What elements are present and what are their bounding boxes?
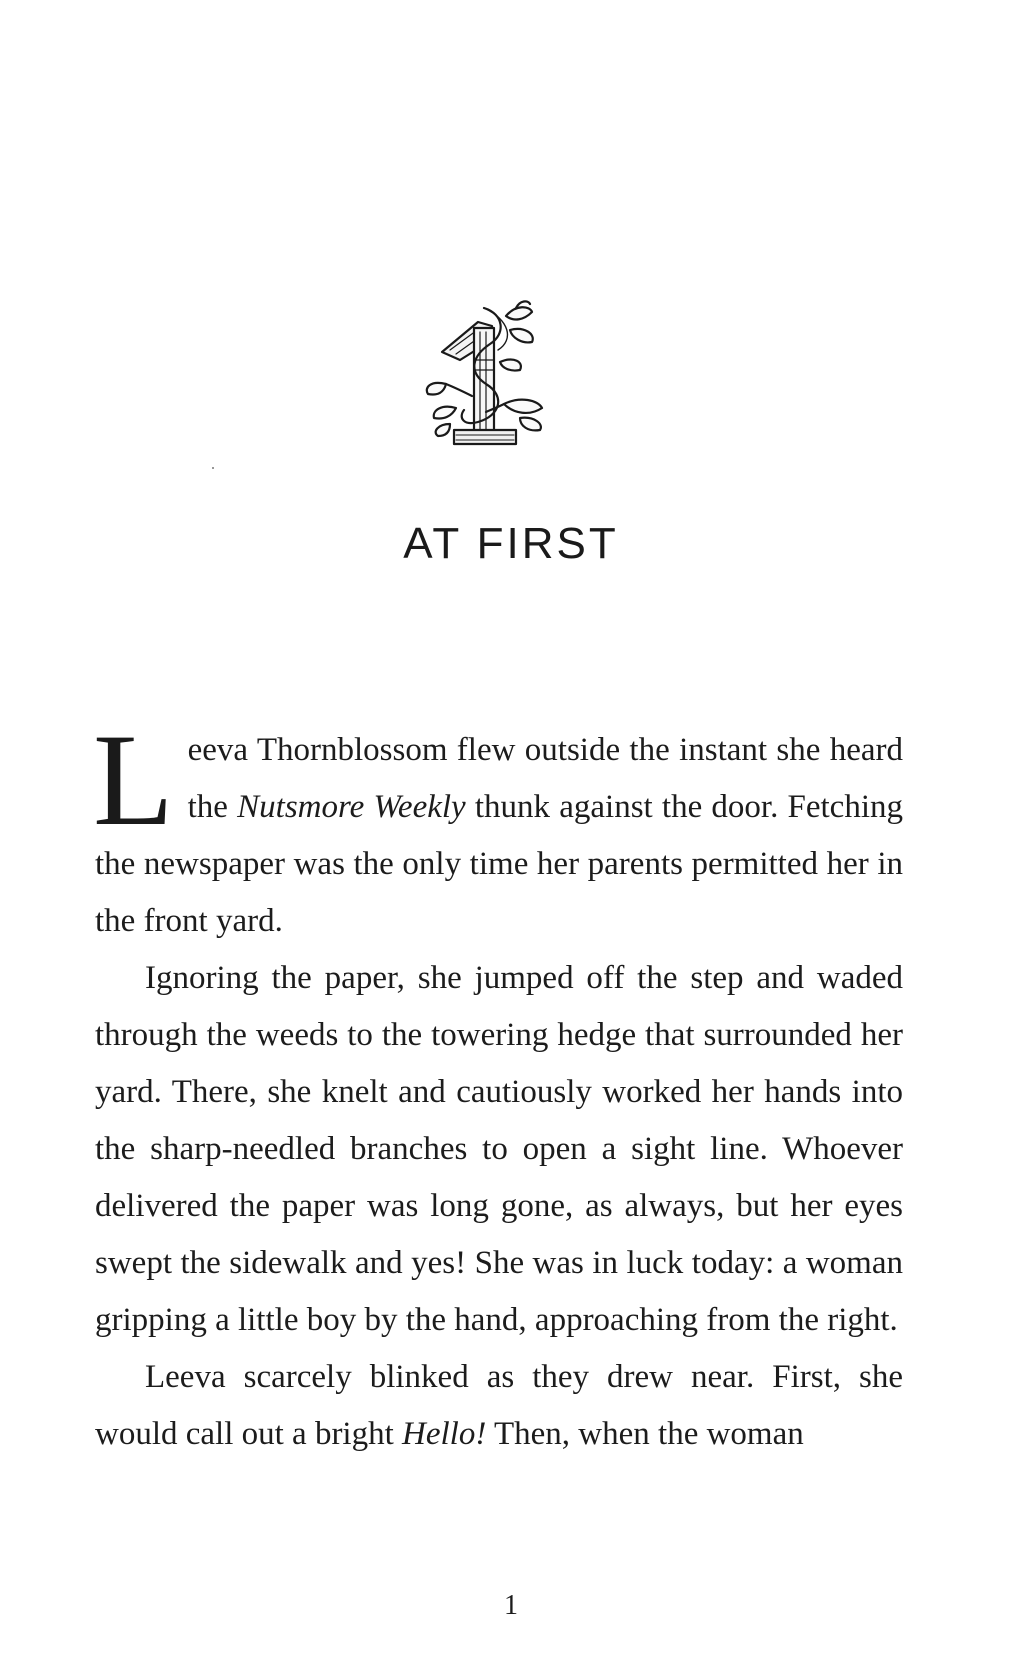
- chapter-title: AT FIRST: [403, 519, 619, 569]
- paragraph-1-text-end: thunk against the door. Fetching the newspaper was the only time her parents permitted her in the front yard.: [95, 789, 903, 939]
- stray-ink-dot: [212, 467, 214, 469]
- paragraph-3: [95, 1349, 903, 1463]
- body-text: [93, 706, 903, 1463]
- paragraph-1-text-start: eeva Thornblossom flew outside the instant she heard the: [187, 732, 903, 825]
- paragraph-2: Ignoring the paper, she jumped off the step and waded through the weeds to the towering hedge that surrounded her yard. There, she knelt and cautiously worked her hands into the sharp-needled branches to open a sight line. Whoever delivered the paper was long gone, as always, but her eyes swept the sidewalk and yes! She was in luck today: a woman gripping a little boy by the hand, approaching from the right.: [95, 960, 903, 1338]
- drop-cap-letter: L: [93, 706, 174, 853]
- paragraph-3-text-end: Then, when the woman: [486, 1416, 804, 1452]
- greeting-emphasis: Hello!: [402, 1416, 487, 1452]
- paragraph-3-text-start: Leeva scarcely blinked as they drew near. First, she would call out a bright: [95, 1359, 903, 1452]
- page-number: 1: [504, 1590, 518, 1621]
- newspaper-title: Nutsmore Weekly: [237, 789, 466, 825]
- paragraph-1: [93, 706, 903, 950]
- chapter-number-ornament-icon: [420, 300, 580, 470]
